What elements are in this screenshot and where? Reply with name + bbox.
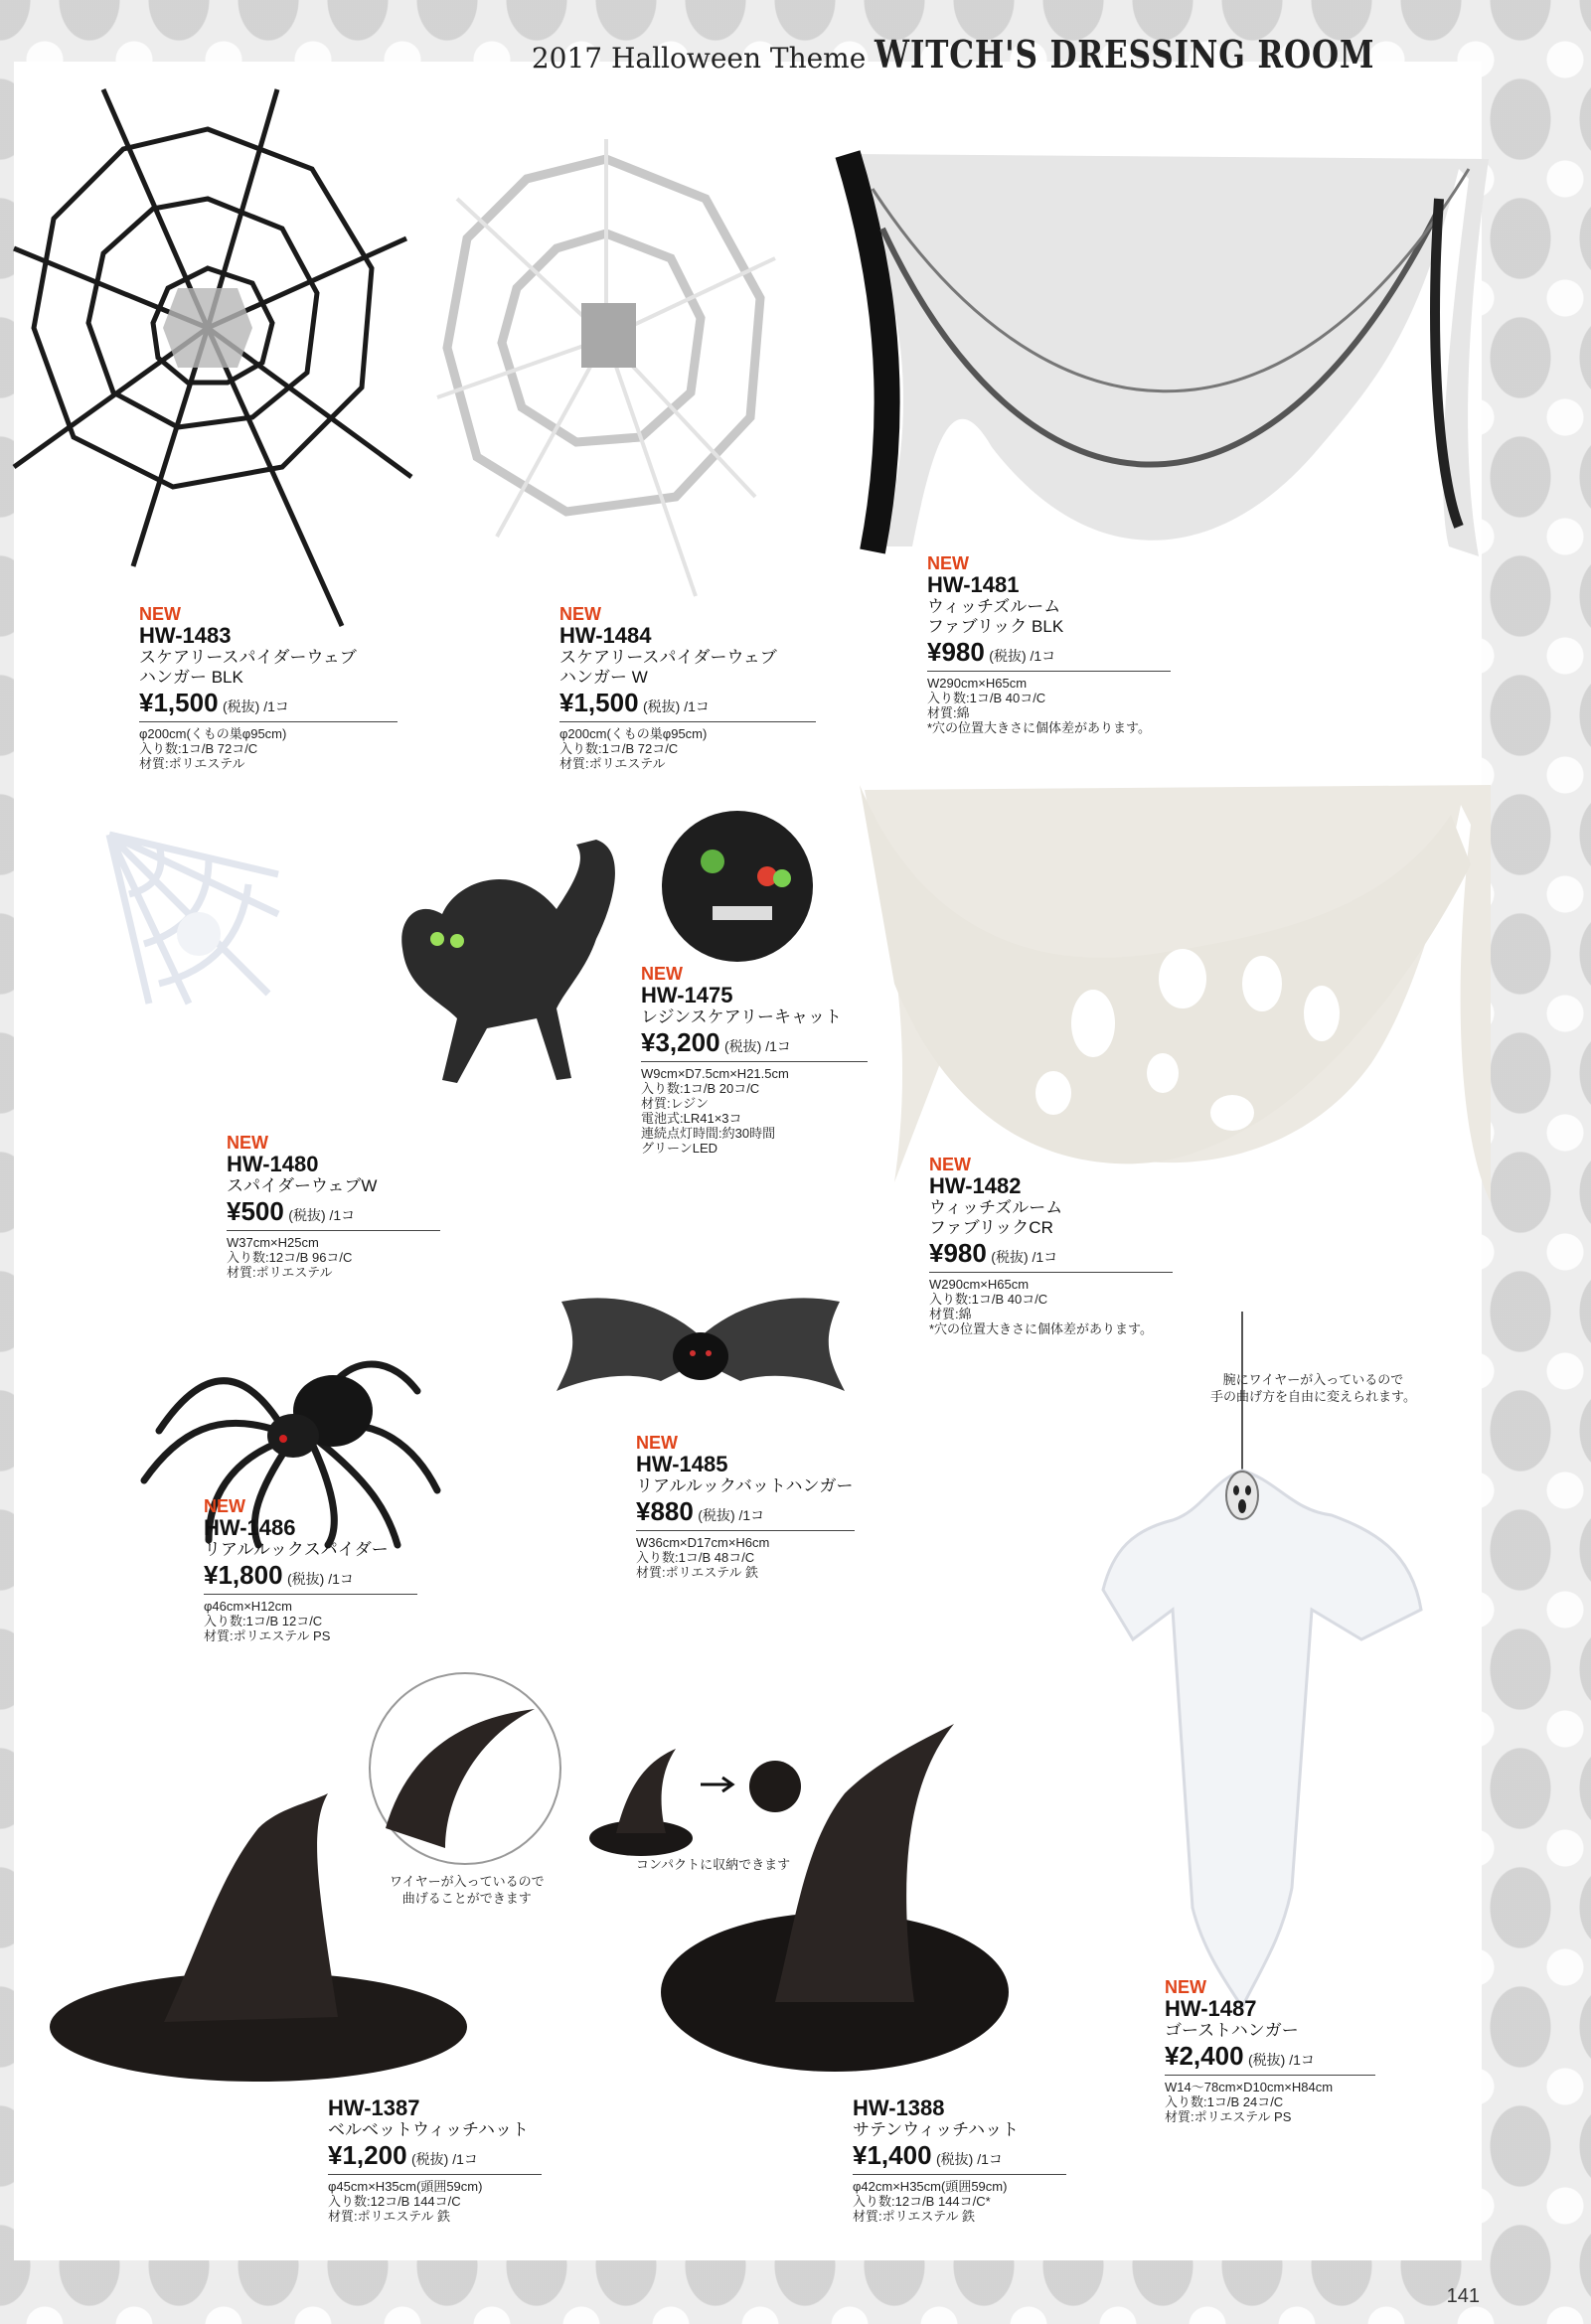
product-name: ファブリックCR [929,1218,1053,1237]
spec: 入り数:1コ/B 40コ/C [927,691,1046,705]
tax-note: (税抜) /1コ [286,1571,354,1587]
product-hw1481 [927,553,1171,735]
cream-fabric-image [855,785,1491,1202]
black-spider-web-image [14,89,421,626]
product-code: HW-1487 [1165,1996,1257,2021]
tax-note: (税抜) /1コ [410,2151,478,2167]
spec: 入り数:1コ/B 40コ/C [929,1292,1048,1307]
product-code: HW-1387 [328,2095,420,2120]
note-line: 曲げることができます [401,1891,532,1906]
spec: 入り数:1コ/B 24コ/C [1165,2094,1284,2109]
spec: *穴の位置大きさに個体差があります。 [927,720,1152,735]
product-name: サテンウィッチハット [853,2120,1020,2139]
note-line: 手の曲げ方を自由に変えられます。 [1210,1389,1416,1404]
spec: φ45cm×H35cm(頭囲59cm) [328,2179,483,2194]
tax-note: (税抜) /1コ [1247,2052,1315,2068]
ghost-image [1093,1312,1431,2007]
product-code: HW-1481 [927,572,1020,597]
spec: 材質:ポリエステル 鉄 [328,2209,451,2224]
price-row [139,688,398,722]
spec: 材質:綿 [929,1307,972,1321]
white-spider-web-image [437,139,775,596]
product-code: HW-1482 [929,1173,1022,1198]
product-name: ベルベットウィッチハット [328,2120,529,2139]
tax-note: (税抜) /1コ [222,698,289,714]
price: ¥880 [636,1496,694,1526]
spec: 材質:ポリエステル [227,1265,333,1280]
product-name: スケアリースパイダーウェブ [559,648,777,667]
product-name: リアルルックスパイダー [204,1540,389,1559]
tax-note: (税抜) /1コ [288,1207,356,1223]
spec: 材質:ポリエステル 鉄 [853,2209,976,2224]
new-badge: NEW [1165,1977,1206,1997]
product-hw1388 [853,2096,1066,2224]
new-badge: NEW [204,1496,245,1516]
price-row [636,1496,855,1531]
spec: グリーンLED [641,1141,718,1156]
price-row [559,688,816,722]
spec: φ42cm×H35cm(頭囲59cm) [853,2179,1008,2194]
product-hw1480 [227,1133,440,1280]
spec: 材質:ポリエステル PS [204,1628,331,1643]
page-header [532,32,1485,77]
product-name: ウィッチズルーム [929,1198,1063,1217]
black-cat-image [398,820,626,1098]
compact-note [636,1856,790,1873]
spec: W14～78cm×D10cm×H84cm [1165,2080,1334,2094]
price-row [929,1238,1173,1273]
product-hw1485 [636,1433,855,1580]
spec: 材質:ポリエステル [139,756,245,771]
product-hw1484 [559,604,816,771]
header-room-title: WITCH'S DRESSING ROOM [875,32,1375,77]
spec: 材質:ポリエステル PS [1165,2109,1292,2124]
product-hw1487 [1165,1977,1375,2124]
new-badge: NEW [927,553,969,573]
price: ¥2,400 [1165,2041,1244,2071]
new-badge: NEW [559,604,601,624]
spec: 材質:ポリエステル 鉄 [636,1565,759,1580]
spec: 材質:ポリエステル [559,756,666,771]
price-row [1165,2041,1375,2076]
spec: W290cm×H65cm [929,1277,1030,1292]
spec: W37cm×H25cm [227,1235,319,1250]
product-name: リアルルックバットハンガー [636,1476,854,1495]
spec: 入り数:1コ/B 72コ/C [559,741,679,756]
spec: φ200cm(くもの巣φ95cm) [139,726,287,741]
spec: 入り数:1コ/B 12コ/C [204,1614,323,1628]
product-name: ハンガー W [559,668,648,687]
product-hw1483 [139,604,398,771]
small-spider-web-image [89,815,288,1013]
product-name: スパイダーウェブW [227,1176,378,1195]
product-hw1482 [929,1155,1173,1336]
product-code: HW-1388 [853,2095,945,2120]
product-code: HW-1483 [139,623,232,648]
product-name: スケアリースパイダーウェブ [139,648,357,667]
spec: 入り数:12コ/B 144コ/C [328,2194,461,2209]
spec: 入り数:12コ/B 144コ/C* [853,2194,991,2209]
product-name: ハンガー BLK [139,668,243,687]
spec: φ200cm(くもの巣φ95cm) [559,726,708,741]
product-hw1486 [204,1496,417,1643]
new-badge: NEW [636,1433,678,1453]
price-row [227,1196,440,1231]
product-hw1387 [328,2096,542,2224]
price: ¥500 [227,1196,284,1226]
price: ¥1,800 [204,1560,283,1590]
hat-wire-note [390,1873,545,1907]
price-row [204,1560,417,1595]
price-row [328,2140,542,2175]
spec: 電池式:LR41×3コ [641,1111,742,1126]
ghost-wire-note [1210,1371,1416,1405]
price: ¥1,500 [139,688,219,717]
tax-note: (税抜) /1コ [723,1038,791,1054]
product-hw1475 [641,964,868,1156]
spec: 連続点灯時間:約30時間 [641,1126,776,1141]
price: ¥3,200 [641,1027,720,1057]
tax-note: (税抜) /1コ [642,698,710,714]
page-number: 141 [1446,2285,1480,2307]
note-line: コンパクトに収納できます [636,1857,791,1872]
new-badge: NEW [227,1133,268,1153]
price-row [927,637,1171,672]
tax-note: (税抜) /1コ [935,2151,1003,2167]
product-code: HW-1486 [204,1515,296,1540]
product-name: レジンスケアリーキャット [641,1007,842,1026]
product-code: HW-1484 [559,623,652,648]
product-name: ゴーストハンガー [1165,2021,1299,2040]
new-badge: NEW [929,1155,971,1174]
tax-note: (税抜) /1コ [989,648,1056,664]
spec: 入り数:1コ/B 72コ/C [139,741,258,756]
product-code: HW-1480 [227,1152,319,1176]
price-row [853,2140,1066,2175]
spec: 入り数:1コ/B 48コ/C [636,1550,755,1565]
product-code: HW-1475 [641,983,733,1007]
price: ¥1,200 [328,2140,407,2170]
spec: W290cm×H65cm [927,676,1028,691]
new-badge: NEW [139,604,181,624]
spec: 入り数:1コ/B 20コ/C [641,1081,760,1096]
spec: 入り数:12コ/B 96コ/C [227,1250,353,1265]
tax-note: (税抜) /1コ [698,1507,765,1523]
product-code: HW-1485 [636,1452,728,1476]
spec: φ46cm×H12cm [204,1599,292,1614]
price: ¥1,400 [853,2140,932,2170]
price: ¥980 [929,1238,987,1268]
price-row [641,1027,868,1062]
product-name: ウィッチズルーム [927,597,1061,616]
tax-note: (税抜) /1コ [991,1249,1058,1265]
header-theme: 2017 Halloween Theme [531,42,867,75]
price: ¥980 [927,637,985,667]
spec: *穴の位置大きさに個体差があります。 [929,1321,1154,1336]
spec: W36cm×D17cm×H6cm [636,1535,770,1550]
hat-tip-closeup-image [366,1669,564,1868]
price: ¥1,500 [559,688,639,717]
note-line: ワイヤーが入っているので [390,1874,545,1889]
spec: 材質:レジン [641,1096,709,1111]
cat-face-closeup-image [658,807,817,966]
product-name: ファブリック BLK [927,617,1064,636]
black-fabric-image [843,149,1489,566]
spec: 材質:綿 [927,705,970,720]
note-line: 腕にワイヤーが入っているので [1222,1372,1404,1387]
satin-hat-image [656,1704,1014,2082]
new-badge: NEW [641,964,683,984]
bat-image [552,1282,850,1411]
spec: W9cm×D7.5cm×H21.5cm [641,1066,789,1081]
